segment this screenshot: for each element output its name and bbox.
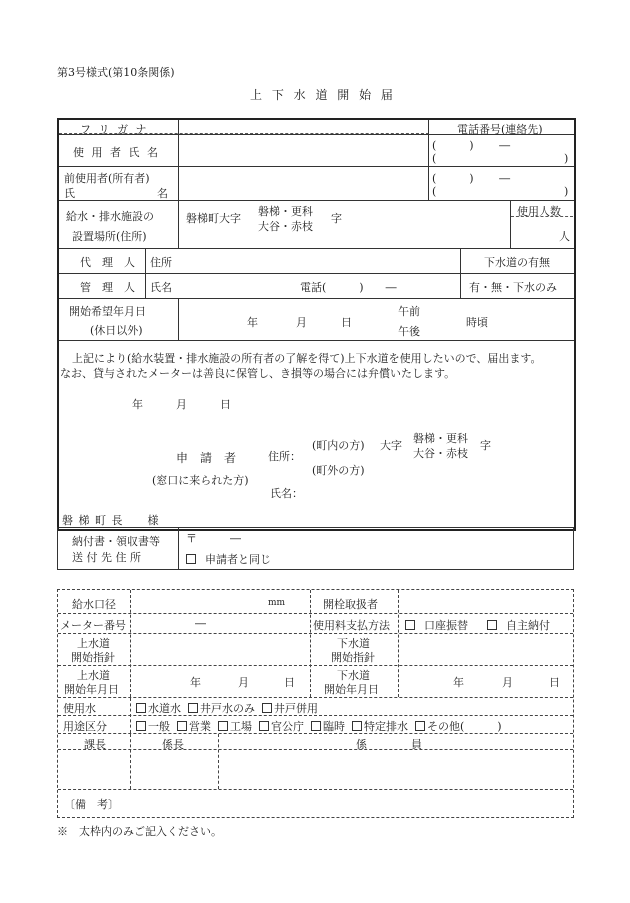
mm-unit: mm	[268, 598, 286, 608]
manager-label: 管 理 人	[80, 281, 135, 294]
prev-user-input[interactable]	[180, 168, 426, 199]
agent-name-input[interactable]	[180, 275, 290, 297]
phone-label: 電話番号(連絡先)	[457, 123, 543, 136]
use-opt-tap: 水道水	[148, 702, 181, 715]
user-name-input[interactable]	[180, 136, 426, 165]
same-as-applicant-checkbox[interactable]	[186, 551, 271, 567]
water-meter-label-1: 上水道	[77, 637, 110, 650]
self-pay-checkbox[interactable]	[487, 617, 550, 633]
applicant-aza: 字	[480, 439, 491, 452]
prev-user-label-shi: 氏	[64, 187, 75, 200]
sewer-date-label-1: 下水道	[337, 669, 370, 682]
water-day: 日	[284, 676, 295, 689]
sewer-meter-label-2: 開始指針	[331, 651, 375, 664]
prev-user-label-mei: 名	[157, 187, 168, 200]
same-as-applicant-label: 申請者と同じ	[205, 553, 271, 566]
use-water-label: 使用水	[63, 702, 96, 715]
furigana-input[interactable]	[180, 120, 426, 133]
notice-text-2: なお、貸与されたメーターは善良に保管し、き損等の場合には弁償いたします。	[60, 367, 456, 380]
notice-text-1: 上記により(給水装置・排水施設の所有者の了解を得て)上下水道を使用したいので、届出ます。	[72, 352, 542, 365]
area-options-2: 大谷・赤枝	[258, 220, 313, 233]
phone-2-close: )	[564, 185, 569, 198]
purpose-general: 一般	[148, 720, 170, 733]
purpose-options[interactable]	[136, 718, 502, 734]
use-opt-well-only: 井戸水のみ	[200, 702, 255, 715]
sewer-year: 年	[453, 676, 464, 689]
agent-label: 代 理 人	[80, 256, 135, 269]
area-options-1: 磐梯・更科	[258, 205, 313, 218]
sewer-month: 月	[502, 676, 513, 689]
section-chief-label: 課長	[84, 738, 106, 751]
in-town-option[interactable]: (町内の方)	[312, 439, 365, 452]
staff-label: 係 員	[356, 738, 422, 751]
water-month: 月	[238, 676, 249, 689]
user-name-label: 使 用 者 氏 名	[73, 146, 160, 159]
phone-2-line1: ( ) ―	[432, 172, 511, 185]
agent-address-label: 住所	[150, 256, 172, 269]
remarks-label: 〔備 考〕	[64, 798, 119, 811]
purpose-temporary: 臨時	[323, 720, 345, 733]
am-option[interactable]: 午前	[398, 305, 420, 318]
meter-dash: ―	[195, 617, 206, 630]
send-label-1: 納付書・領収書等	[72, 535, 160, 548]
out-town-option[interactable]: (町外の方)	[312, 464, 365, 477]
applicant-area-2: 大谷・赤枝	[413, 447, 468, 460]
self-pay-label: 自主納付	[506, 619, 550, 632]
facility-label-2: 設置場所(住所)	[72, 230, 147, 243]
account-transfer-checkbox[interactable]	[405, 617, 468, 633]
purpose-label: 用途区分	[63, 720, 107, 733]
applicant-address-label: 住所：	[268, 450, 301, 463]
purpose-business: 営業	[189, 720, 211, 733]
phone-1-close: )	[564, 152, 569, 165]
sewer-options[interactable]: 有・無・下水のみ	[469, 281, 557, 294]
sewer-day: 日	[549, 676, 560, 689]
application-date: 年 月 日	[132, 398, 231, 411]
start-day: 日	[341, 316, 352, 329]
phone-2-open: (	[432, 185, 437, 198]
purpose-factory: 工場	[230, 720, 252, 733]
account-transfer-label: 口座振替	[424, 619, 468, 632]
sewer-have-label: 下水道の有無	[484, 256, 550, 269]
time-label: 時頃	[466, 316, 488, 329]
water-date-label-1: 上水道	[77, 669, 110, 682]
facility-label-1: 給水・排水施設の	[66, 210, 154, 223]
postal-code: 〒 ―	[186, 532, 241, 545]
prev-user-label: 前使用者(所有者)	[64, 172, 150, 185]
start-date-label: 開始希望年月日	[69, 305, 146, 318]
agent-phone: 電話( ) ―	[300, 281, 397, 294]
water-date-label-2: 開始年月日	[64, 683, 119, 696]
start-year: 年	[247, 316, 258, 329]
use-opt-well-combined: 井戸併用	[274, 702, 318, 715]
phone-1-line1: ( ) ―	[432, 139, 511, 152]
team-chief-label: 係長	[162, 738, 184, 751]
water-year: 年	[190, 676, 201, 689]
water-meter-label-2: 開始指針	[71, 651, 115, 664]
applicant-area-1: 磐梯・更科	[413, 432, 468, 445]
start-month: 月	[296, 316, 307, 329]
send-label-2: 送 付 先 住 所	[72, 551, 141, 564]
meter-number-label: メーター番号	[60, 619, 126, 632]
agent-address-input[interactable]	[180, 250, 458, 272]
page-title: 上 下 水 道 開 始 届	[250, 88, 396, 102]
form-number: 第3号様式(第10条関係)	[57, 66, 175, 79]
pay-method-label: 使用料支払方法	[313, 619, 390, 632]
purpose-other: その他( )	[427, 720, 502, 733]
applicant-name-label: 氏名：	[270, 487, 303, 500]
person-unit: 人	[559, 230, 570, 243]
ooaza-label: 大字	[380, 439, 402, 452]
furigana-label: フ リ ガ ナ	[80, 123, 149, 136]
applicant-label: 申 請 者	[176, 451, 237, 465]
phone-1-open: (	[432, 152, 437, 165]
use-water-options[interactable]	[136, 700, 318, 716]
footer-note: ※ 太枠内のみご記入ください。	[57, 825, 222, 838]
agent-name-label: 氏名	[150, 281, 172, 294]
sewer-date-label-2: 開始年月日	[324, 683, 379, 696]
town-label: 磐梯町大字	[186, 212, 241, 225]
purpose-government: 官公庁	[271, 720, 304, 733]
holiday-note: (休日以外)	[90, 324, 143, 337]
num-users-label: 使用人数	[517, 205, 561, 218]
pm-option[interactable]: 午後	[398, 325, 420, 338]
mayor-address: 磐 梯 町 長 様	[62, 514, 160, 527]
valve-operator-label: 開栓取扱者	[323, 598, 378, 611]
pipe-diameter-label: 給水口径	[72, 598, 116, 611]
purpose-special-drain: 特定排水	[364, 720, 408, 733]
sewer-meter-label-1: 下水道	[337, 637, 370, 650]
aza-label: 字	[331, 212, 342, 225]
counter-note: (窓口に来られた方)	[152, 474, 249, 487]
